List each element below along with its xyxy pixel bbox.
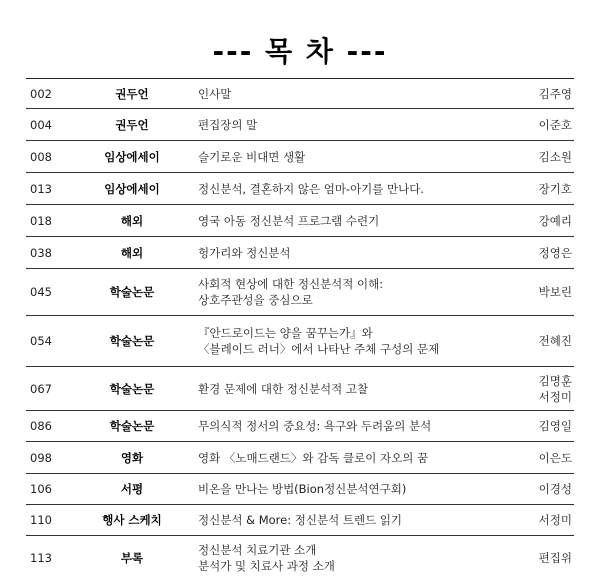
- author: [528, 181, 574, 197]
- page-number: 054: [30, 334, 52, 348]
- author-1: 김영일: [538, 419, 572, 433]
- page-number: 018: [30, 213, 52, 228]
- page-number: 110: [30, 513, 52, 527]
- toc-table: [26, 78, 574, 580]
- title-line-1: 편집장의 말: [198, 117, 258, 132]
- category: 학술논문: [109, 419, 155, 433]
- page-number: 002: [30, 86, 52, 101]
- article-title: [190, 117, 528, 133]
- title-line-2: 상호주관성을 중심으로: [198, 293, 313, 307]
- category: 권두언: [115, 117, 149, 132]
- article-title: [190, 149, 528, 165]
- page-number: 038: [30, 245, 52, 260]
- author: [528, 245, 574, 261]
- author: [528, 284, 574, 300]
- article-title: [190, 86, 528, 102]
- page-number: 045: [30, 285, 52, 299]
- author-1: 박보린: [538, 285, 572, 299]
- title-line-1: 영국 아동 정신분석 프로그램 수련기: [198, 213, 380, 228]
- category: 권두언: [115, 86, 149, 101]
- article-title: [190, 276, 528, 308]
- author: [528, 333, 574, 349]
- author-1: 장기호: [538, 181, 572, 196]
- category: 학술논문: [109, 285, 155, 299]
- toc-row: [26, 237, 574, 269]
- author: [528, 149, 574, 165]
- author-1: 강예리: [538, 213, 572, 228]
- page-number: 013: [30, 181, 52, 196]
- toc-row: [26, 205, 574, 237]
- title-line-1: 정신분석 & More: 정신분석 트렌드 읽기: [198, 513, 403, 527]
- toc-row: [26, 411, 574, 442]
- author-1: 이준호: [538, 117, 572, 132]
- author-1: 전혜진: [538, 334, 572, 348]
- page-number: 086: [30, 419, 52, 433]
- author: [528, 550, 574, 566]
- toc-row: [26, 79, 574, 109]
- author: [528, 117, 574, 133]
- author-1: 김주영: [538, 86, 572, 101]
- toc-row: [26, 442, 574, 474]
- article-title: [190, 213, 528, 229]
- toc-row: [26, 269, 574, 316]
- author: [528, 512, 574, 528]
- author: [528, 373, 574, 405]
- author-1: 편집위: [538, 551, 572, 565]
- page-number: 113: [30, 551, 52, 565]
- page-number: 106: [30, 482, 52, 496]
- author-1: 서정미: [538, 513, 572, 527]
- toc-row: [26, 109, 574, 141]
- toc-row: [26, 173, 574, 205]
- category: 서평: [120, 482, 144, 496]
- toc-row: [26, 505, 574, 536]
- page-number: 067: [30, 381, 52, 396]
- author-2: 서정미: [538, 389, 572, 404]
- title-line-1: 무의식적 정서의 중요성: 욕구와 두려움의 분석: [198, 419, 432, 433]
- title-line-2: 〈블레이드 러너〉에서 나타난 주체 구성의 문제: [198, 342, 440, 356]
- toc-row: [26, 536, 574, 580]
- author-1: 정영은: [538, 245, 572, 260]
- author-1: 김명훈: [538, 373, 572, 388]
- category: 해외: [120, 245, 144, 260]
- toc-row: [26, 367, 574, 411]
- category: 임상에세이: [104, 181, 160, 196]
- article-title: [190, 381, 528, 397]
- title-line-2: 분석가 및 치료사 과정 소개: [198, 559, 335, 573]
- category: 학술논문: [109, 381, 155, 396]
- author: [528, 450, 574, 466]
- toc-row: [26, 316, 574, 367]
- category: 영화: [120, 450, 144, 465]
- author-1: 이경성: [538, 482, 572, 496]
- title-line-1: 환경 문제에 대한 정신분석적 고찰: [198, 381, 369, 396]
- category: 부록: [120, 551, 144, 565]
- category: 학술논문: [109, 334, 155, 348]
- title-line-1: 정신분석 치료기관 소개: [198, 543, 317, 557]
- author: [528, 481, 574, 497]
- article-title: [190, 512, 528, 528]
- title-line-1: 비온을 만나는 방법(Bion정신분석연구회): [198, 482, 407, 496]
- page-number: 008: [30, 149, 52, 164]
- category: 해외: [120, 213, 144, 228]
- author: [528, 418, 574, 434]
- title-line-1: 헝가리와 정신분석: [198, 245, 291, 260]
- title-line-1: 영화 〈노매드랜드〉와 감독 클로이 자오의 꿈: [198, 450, 429, 465]
- article-title: [190, 418, 528, 434]
- title-line-1: 슬기로운 비대면 생활: [198, 149, 306, 164]
- category: 임상에세이: [104, 149, 160, 164]
- article-title: [190, 245, 528, 261]
- page-title: --- 목 차 ---: [212, 35, 388, 68]
- toc-row: [26, 141, 574, 173]
- title-line-1: 『안드로이드는 양을 꿈꾸는가』와: [198, 326, 373, 340]
- title-line-1: 사회적 현상에 대한 정신분석적 이해:: [198, 277, 384, 291]
- author-1: 김소원: [538, 149, 572, 164]
- article-title: [190, 481, 528, 497]
- article-title: [190, 325, 528, 357]
- title-line-1: 인사말: [198, 86, 232, 101]
- page-number: 004: [30, 117, 52, 132]
- title-line-1: 정신분석, 결혼하지 않은 엄마-아기를 만나다.: [198, 181, 425, 196]
- article-title: [190, 542, 528, 574]
- author-1: 이은도: [538, 450, 572, 465]
- author: [528, 213, 574, 229]
- toc-row: [26, 474, 574, 505]
- author: [528, 86, 574, 102]
- page-number: 098: [30, 450, 52, 465]
- article-title: [190, 450, 528, 466]
- category: 행사 스케치: [102, 513, 162, 527]
- article-title: [190, 181, 528, 197]
